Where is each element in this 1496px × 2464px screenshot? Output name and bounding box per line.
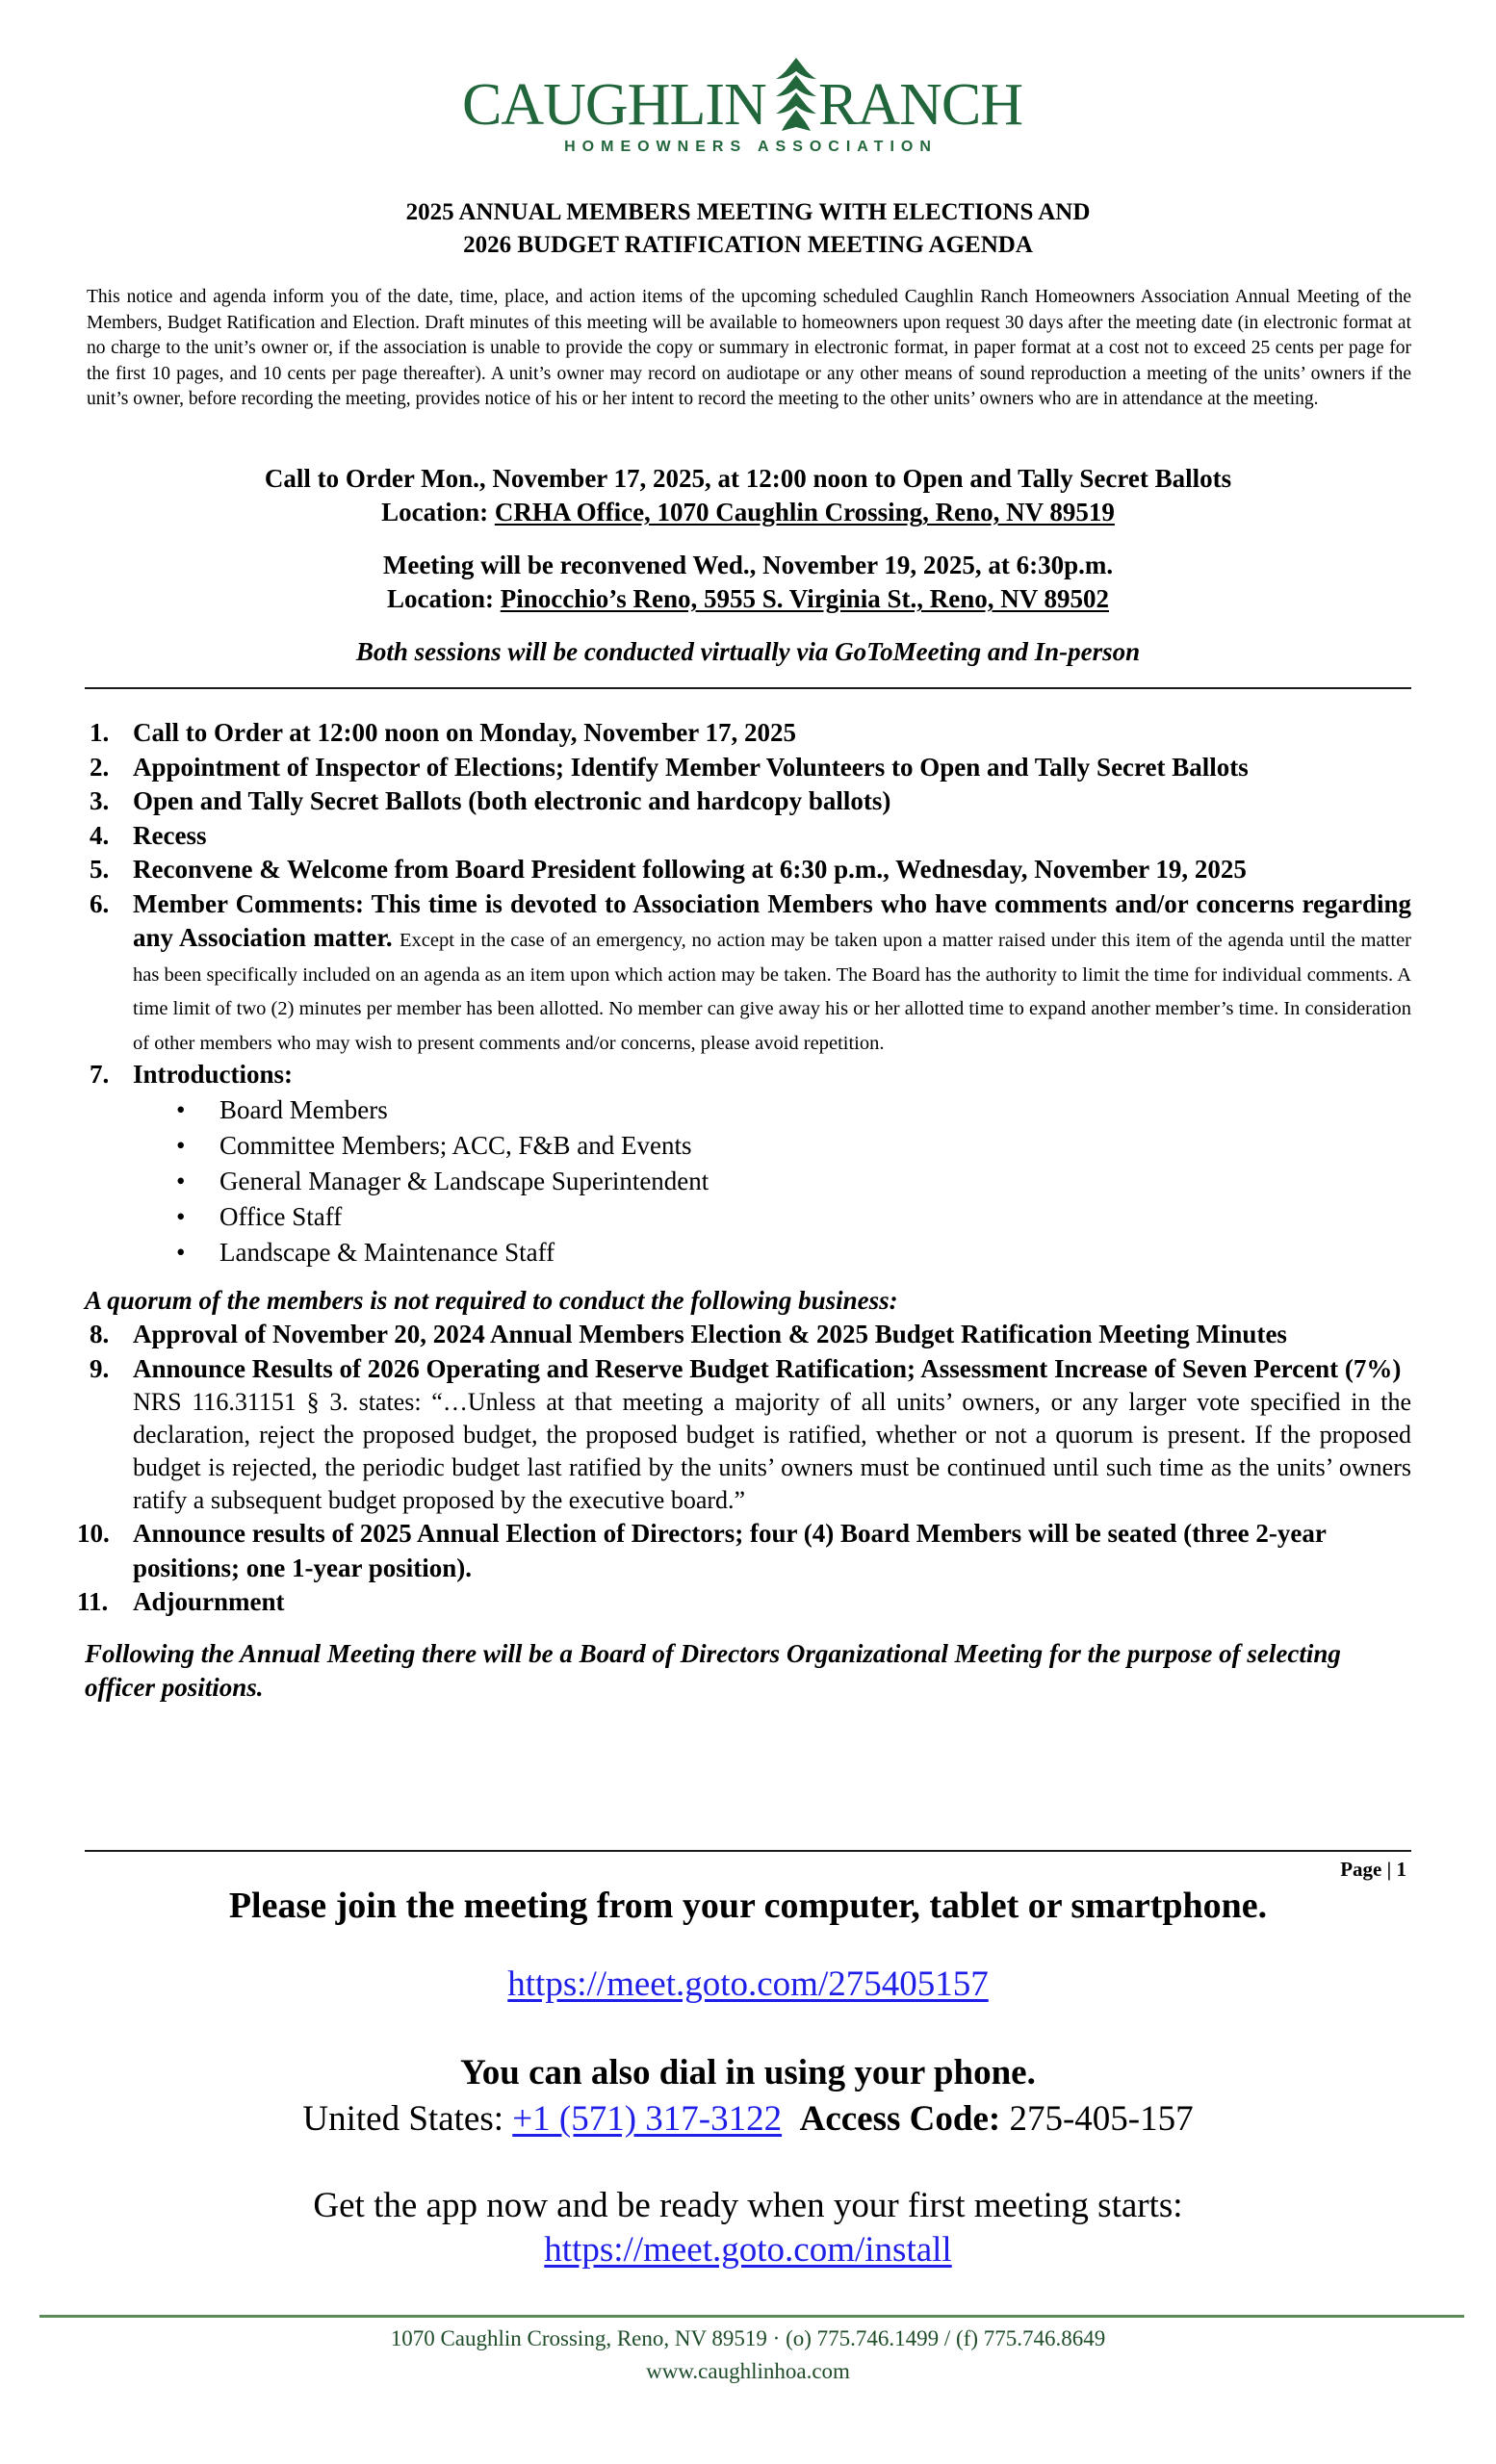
agenda-item-9: 9. Announce Results of 2026 Operating and Reserve Budget Ratification; Assessment Increase of Seven Percent (7%) NRS 116.31151 § 3. states: “…Unless at that meeting a majority of all units’ owners, or any larger vote specified in the declaration, reject the proposed budget, the proposed budget is ratified, whether or not a quorum is present. If the proposed budget is rejected, the periodic budget last ratified by the units’ owners must be continued until such time as the units’ owners ratify a subsequent budget proposed by the executive board.” bbox=[85, 1352, 1411, 1518]
agenda-item-11: 11. Adjournment bbox=[77, 1587, 285, 1616]
bullet-icon: • bbox=[176, 1201, 186, 1231]
list-item: • Committee Members; ACC, F&B and Events bbox=[85, 1128, 1411, 1164]
agenda-item-4: 4. Recess bbox=[90, 820, 207, 850]
footer-website: www.caughlinhoa.com bbox=[646, 2359, 850, 2383]
session-1-address: CRHA Office, 1070 Caughlin Crossing, Reno, NV 89519 bbox=[494, 498, 1115, 526]
member-comments-detail: Except in the case of an emergency, no action may be taken upon a matter raised under this item of the agenda until the matter has been specifically included on an agenda as an item upon which action may be taken. The Board has the authority to limit the time for individual comments. A time limit of two (2) minutes per member has been allotted. No member can give away his or her allotted time to expand another member’s time. In consideration of other members who may wish to present comments and/or concerns, please avoid repetition. bbox=[133, 930, 1411, 1054]
agenda-item-2: 2. Appointment of Inspector of Elections; Identify Member Volunteers to Open and Tally Secret Ballots bbox=[90, 752, 1249, 782]
access-code: 275-405-157 bbox=[1009, 2099, 1194, 2139]
logo-word-caughlin: CAUGHLIN bbox=[462, 72, 766, 138]
agenda-item-3: 3. Open and Tally Secret Ballots (both electronic and hardcopy ballots) bbox=[90, 786, 891, 815]
agenda-item-1: 1. Call to Order at 12:00 noon on Monday, November 17, 2025 bbox=[90, 718, 797, 747]
session-2-heading: Meeting will be reconvened Wed., November 19, 2025, at 6:30p.m. bbox=[382, 551, 1114, 579]
location-label: Location: bbox=[381, 498, 495, 526]
list-item: • General Manager & Landscape Superintendent bbox=[85, 1164, 1411, 1199]
closing-note: Following the Annual Meeting there will be a Board of Directors Organizational Meeting for the purpose of selecting officer positions. bbox=[85, 1638, 1341, 1702]
install-link[interactable]: https://meet.goto.com/install bbox=[544, 2230, 952, 2270]
country-label: United States: bbox=[302, 2099, 513, 2139]
join-heading: Please join the meeting from your computer, tablet or smartphone. bbox=[228, 1886, 1268, 1926]
logo-subtitle: HOMEOWNERS ASSOCIATION bbox=[564, 139, 938, 155]
page-number: Page | 1 bbox=[1340, 1858, 1406, 1881]
quorum-note: A quorum of the members is not required to conduct the following business: bbox=[85, 1285, 898, 1315]
phone-link[interactable]: +1 (571) 317-3122 bbox=[512, 2099, 783, 2139]
agenda-list bbox=[77, 716, 1411, 1706]
document-title bbox=[0, 196, 1496, 262]
list-item: • Landscape & Maintenance Staff bbox=[85, 1235, 1411, 1270]
session-1-heading: Call to Order Mon., November 17, 2025, at 12:00 noon to Open and Tally Secret Ballots bbox=[264, 464, 1232, 493]
session-2-location bbox=[0, 582, 1496, 616]
list-item: • Board Members bbox=[85, 1092, 1411, 1128]
location-label: Location: bbox=[386, 584, 501, 613]
bullet-icon: • bbox=[176, 1130, 186, 1160]
dial-in-line bbox=[0, 2098, 1496, 2140]
caughlin-ranch-logo bbox=[452, 58, 1049, 164]
introductions-list bbox=[85, 1092, 1411, 1270]
bullet-icon: • bbox=[176, 1166, 186, 1195]
footer-address: 1070 Caughlin Crossing, Reno, NV 89519 · (o) 775.746.1499 / (f) 775.746.8649 bbox=[390, 2326, 1106, 2350]
meeting-link[interactable]: https://meet.goto.com/275405157 bbox=[507, 1964, 989, 2004]
title-line-2: 2026 BUDGET RATIFICATION MEETING AGENDA bbox=[463, 232, 1033, 258]
agenda-item-10: 10. Announce results of 2025 Annual Election of Directors; four (4) Board Members will be seated (three 2-year positions; one 1-year position). bbox=[77, 1519, 1327, 1582]
logo-word-ranch: RANCH bbox=[818, 72, 1023, 138]
divider bbox=[85, 687, 1411, 689]
notice-paragraph: This notice and agenda inform you of the date, time, place, and action items of the upcoming scheduled Caughlin Ranch Homeowners Association Annual Meeting of the Members, Budget Ratification and Election. Draft minutes of this meeting will be available to homeowners upon request 30 days after the meeting date (in electronic format at no charge to the unit’s owner or, if the association is unable to provide the copy or summary in electronic format, in paper format at a cost not to exceed 25 cents per page for the first 10 pages, and 10 cents per page thereafter). A unit’s owner may record on audiotape or any other means of sound reproduction a meeting of the units’ owners if the unit’s owner, before recording the meeting, provides notice of his or her intent to record the meeting to the other units’ owners who are in attendance at the meeting. bbox=[87, 287, 1411, 409]
nrs-quote: NRS 116.31151 § 3. states: “…Unless at that meeting a majority of all units’ owners, or any larger vote specified in the declaration, reject the proposed budget, the proposed budget is ratified, whether or not a quorum is present. If the proposed budget is rejected, the periodic budget last ratified by the units’ owners must be continued until such time as the units’ owners ratify a subsequent budget proposed by the executive board.” bbox=[133, 1388, 1411, 1514]
bullet-icon: • bbox=[176, 1237, 186, 1267]
list-item: • Office Staff bbox=[85, 1199, 1411, 1235]
agenda-item-5: 5. Reconvene & Welcome from Board President following at 6:30 p.m., Wednesday, November 19, 2025 bbox=[90, 855, 1247, 884]
bullet-icon: • bbox=[176, 1094, 186, 1124]
divider bbox=[85, 1850, 1411, 1852]
app-text: Get the app now and be ready when your first meeting starts: bbox=[313, 2186, 1183, 2225]
agenda-item-8: 8. Approval of November 20, 2024 Annual Members Election & 2025 Budget Ratification Meeting Minutes bbox=[90, 1320, 1287, 1348]
title-line-1: 2025 ANNUAL MEMBERS MEETING WITH ELECTIONS AND bbox=[405, 199, 1091, 225]
meeting-link-row bbox=[0, 1964, 1496, 2005]
footer-divider bbox=[39, 2315, 1464, 2318]
session-2 bbox=[0, 549, 1496, 616]
session-2-address: Pinocchio’s Reno, 5955 S. Virginia St., Reno, NV 89502 bbox=[500, 584, 1110, 613]
session-1 bbox=[0, 462, 1496, 529]
install-link-row bbox=[0, 2229, 1496, 2271]
access-code-label: Access Code: bbox=[799, 2099, 1010, 2139]
agenda-item-7: 7. Introductions: bbox=[90, 1060, 294, 1089]
agenda-item-6: 6. Member Comments: This time is devoted to Association Members who have comments and/or concerns regarding any Association matter. Except in the case of an emergency, no action may be taken upon a matter raised under this item of the agenda until the matter has been specifically included on an agenda as an item upon which action may be taken. The Board has the authority to limit the time for individual comments. A time limit of two (2) minutes per member has been allotted. No member can give away his or her allotted time to expand another member’s time. In consideration of other members who may wish to present comments and/or concerns, please avoid repetition. bbox=[90, 888, 1411, 1054]
session-1-location bbox=[0, 496, 1496, 529]
pine-tree-icon bbox=[774, 58, 818, 135]
dial-heading: You can also dial in using your phone. bbox=[460, 2053, 1036, 2092]
sessions-note: Both sessions will be conducted virtually via GoToMeeting and In-person bbox=[355, 637, 1141, 666]
